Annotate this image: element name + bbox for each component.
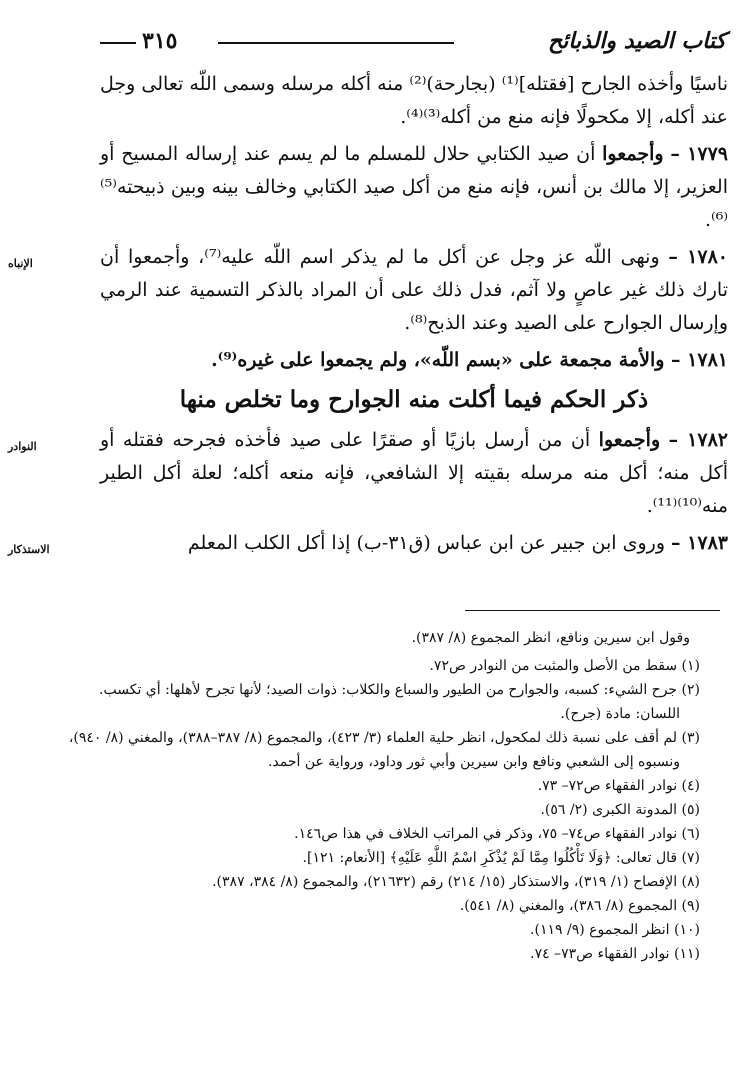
paragraph-1780 [8,241,728,340]
book-title: كتاب الصيد والذبائح [547,28,726,54]
page-header [100,28,726,58]
paragraph-text: وروى ابن جبير عن ابن عباس (ق٣١-ب) إذا أكل الكلب المعلم [187,532,672,554]
header-rule [218,42,454,44]
paragraph-keyword: وأجمعوا [602,143,664,165]
footnote-4: (٤) نوادر الفقهاء ص٧٢– ٧٣. [537,778,700,794]
footnote-8: (٨) الإفصاح (١/ ٣١٩)، والاستذكار (١٥/ ٢١٤) رقم (٢١٦٣٢)، والمجموع (٨/ ٣٨٤، ٣٨٧). [212,874,700,890]
paragraph-number: ١٧٨١ – [671,349,728,371]
paragraph-text: والأمة مجمعة على «بسم اللّه»، ولم يجمعوا على غيره⁽⁹⁾. [211,349,672,371]
footnote-5: (٥) المدونة الكبرى (٢/ ٥٦). [540,802,700,818]
paragraph-1782 [8,424,728,523]
footnote-7: (٧) قال تعالى: ﴿وَلَا تَأْكُلُوا مِمَّا لَمْ يُذْكَرِ اسْمُ اللَّهِ عَلَيْهِ﴾ [الأنعام: ١٢١]. [302,850,700,866]
paragraph-text: أن من أرسل بازيًا أو صقرًا على صيد فأخذه فجرحه فقتله أو أكل منه؛ أكل منه مرسله بقيته إلا الشافعي، فإنه منعه أكله؛ لعلة أكل الطير منه⁽¹⁰⁾⁽¹¹⁾. [100,429,728,517]
footnote-separator [465,610,720,611]
paragraph-number: ١٧٨٢ – [668,429,728,451]
main-text [8,68,728,564]
paragraph-1781 [100,344,728,377]
paragraph-text: ناسيًا وأخذه الجارح [فقتله]⁽¹⁾ (بجارحة)⁽²⁾ منه أكله مرسله وسمى اللّه تعالى وجل عند أكله، إلا مكحولًا فإنه منع من أكله⁽³⁾⁽⁴⁾. [100,73,728,128]
footnotes [60,626,700,966]
side-note: النوادر [8,440,37,453]
footnote-10: (١٠) انظر المجموع (٩/ ١١٩). [530,922,700,938]
section-heading: ذكر الحكم فيما أكلت منه الجوارح وما تخلص منها [179,386,649,413]
paragraph-1783 [8,527,728,560]
footnote-9: (٩) المجموع (٨/ ٣٨٦)، والمغني (٨/ ٥٤١). [459,898,700,914]
footnote-11: (١١) نوادر الفقهاء ص٧٣– ٧٤. [530,946,700,962]
side-note: الإنباه [8,257,33,270]
footnote-continuation: وقول ابن سيرين ونافع، انظر المجموع (٨/ ٣٨٧). [411,630,690,646]
footnote-6: (٦) نوادر الفقهاء ص٧٤– ٧٥، وذكر في المراتب الخلاف في هذا ص١٤٦. [294,826,700,842]
paragraph-1779 [100,138,728,237]
footnote-1: (١) سقط من الأصل والمثبت من النوادر ص٧٢. [429,658,700,674]
side-note: الاستذكار [8,543,50,556]
paragraph-text: أن صيد الكتابي حلال للمسلم ما لم يسم عند إرساله المسيح أو العزير، إلا مالك بن أنس، فإنه منع من أكل صيد الكتابي وخالف بينه وبين ذبيحته⁽⁵⁾⁽⁶⁾. [100,143,728,231]
header-dash [100,42,136,44]
page-number: ٣١٥ [142,28,178,54]
paragraph-text: ونهى اللّه عز وجل عن أكل ما لم يذكر اسم اللّه عليه⁽⁷⁾، وأجمعوا أن تارك ذلك غير عاصٍ ولا آثم، فدل ذلك على أن المراد بالذكر التسمية عند الرمي وإرسال الجوارح على الصيد وعند الذبح⁽⁸⁾. [100,246,728,334]
paragraph-continuation [100,68,728,134]
footnote-2: (٢) جرح الشيء: كسبه، والجوارح من الطيور والسباع والكلاب: ذوات الصيد؛ لأنها تجرح لأهلها: أي تكسب. اللسان: مادة (جرح). [99,682,700,722]
paragraph-number: ١٧٨٠ – [668,246,728,268]
paragraph-number: ١٧٨٣ – [671,532,728,554]
footnote-3: (٣) لم أقف على نسبة ذلك لمكحول، انظر حلية العلماء (٣/ ٤٢٣)، والمجموع (٨/ ٣٨٧–٣٨٨)، والمغني (٨/ ٩٤٠)، ونسبوه إلى الشعبي ونافع وابن سيرين وأبي ثور وداود، ورواية عن أحمد. [68,730,700,770]
paragraph-keyword: وأجمعوا [598,429,661,451]
paragraph-number: ١٧٧٩ – [670,143,728,165]
